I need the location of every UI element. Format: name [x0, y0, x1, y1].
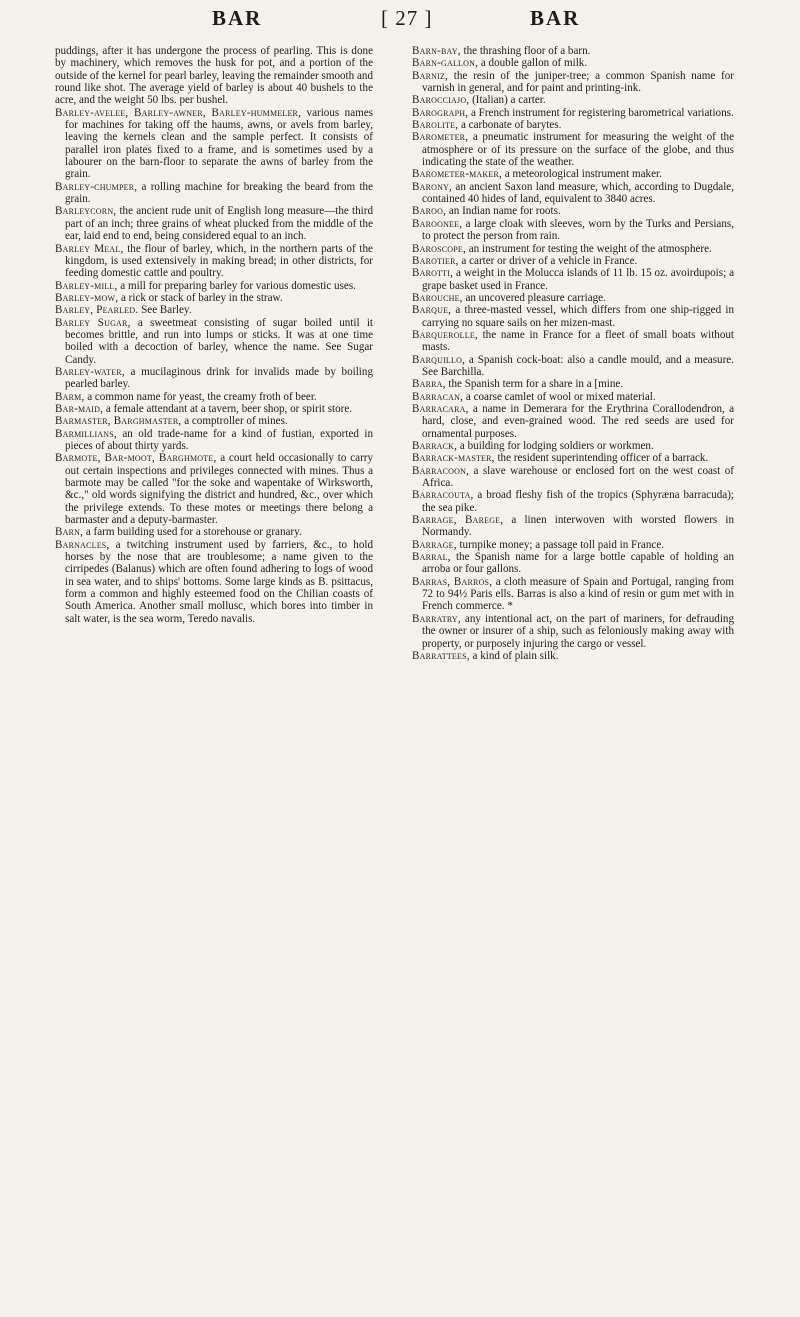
- dictionary-entry: [55, 304, 373, 316]
- dictionary-entry: [412, 243, 734, 255]
- entry-term: Barley Sugar,: [55, 316, 131, 329]
- entry-term: Barograph,: [412, 106, 469, 119]
- entry-definition: a large cloak with sleeves, worn by the Turks and Persians, to protect the person from rain.: [422, 217, 734, 243]
- entry-term: Barrage,: [412, 538, 457, 551]
- dictionary-entry: [412, 378, 734, 390]
- dictionary-entry: [412, 181, 734, 206]
- entry-definition: a mill for preparing barley for various domestic uses.: [120, 279, 356, 292]
- entry-term: Barquillo,: [412, 353, 466, 366]
- right-column: [412, 45, 734, 662]
- dictionary-entry: [412, 107, 734, 119]
- entry-term: Barocciajo,: [412, 94, 470, 107]
- entry-definition: a French instrument for registering barometrical variations.: [470, 106, 734, 119]
- left-guide-word: BAR: [212, 6, 263, 30]
- dictionary-entry: [412, 576, 734, 613]
- entry-definition: a female attendant at a tavern, beer shop, or spirit store.: [105, 402, 353, 415]
- entry-definition: the thrashing floor of a barn.: [463, 45, 591, 57]
- dictionary-entry: [55, 366, 373, 391]
- entry-definition: an ancient Saxon land measure, which, according to Dugdale, contained 40 hides of land, equivalent to 3840 acres.: [422, 180, 734, 206]
- dictionary-entry: [412, 304, 734, 329]
- entry-term: Baroscope,: [412, 242, 466, 255]
- dictionary-entry: [412, 131, 734, 168]
- entry-term: Barotti,: [412, 267, 454, 280]
- entry-definition: puddings, after it has undergone the process of pearling. This is done by machinery, which removes the husk for pot, and a portion of the outside of the kernel for pearl barley, leaving the remainder smooth and round like shot. The average yield of barley is about 40 bushels to the acre, and the weight 50 lbs. per bushel.: [55, 45, 373, 107]
- entry-term: Barn-bay,: [412, 45, 461, 57]
- entry-term: Barquerolle,: [412, 328, 478, 341]
- entry-term: Baroo,: [412, 205, 447, 218]
- entry-term: Barleycorn,: [55, 205, 117, 218]
- entry-definition: a mucilaginous drink for invalids made by boiling pearled barley.: [65, 365, 373, 391]
- dictionary-entry: [55, 539, 373, 625]
- running-header: [0, 6, 800, 36]
- entry-term: Barmillians,: [55, 427, 117, 440]
- dictionary-entry: [55, 403, 373, 415]
- entry-term: Barotier,: [412, 254, 459, 267]
- entry-term: Barony,: [412, 180, 453, 193]
- entry-definition: a three-masted vessel, which differs from one ship-rigged in carrying no square sails on her mizen-mast.: [422, 304, 735, 329]
- entry-term: Baroonee,: [412, 217, 463, 230]
- entry-term: Barmote, Bar-moot, Barghmote,: [55, 452, 217, 465]
- dictionary-entry: [55, 428, 373, 453]
- entry-term: Barracara,: [412, 402, 469, 415]
- dictionary-entry: [412, 465, 734, 490]
- dictionary-entry: [55, 205, 373, 242]
- entry-definition: an instrument for testing the weight of the atmosphere.: [468, 242, 712, 255]
- entry-term: Barrack-master,: [412, 452, 495, 465]
- entry-term: Barque,: [412, 304, 452, 317]
- left-column: [55, 45, 373, 625]
- entry-definition: a coarse camlet of wool or mixed material.: [465, 390, 656, 403]
- entry-term: Barley Meal,: [55, 242, 124, 255]
- entry-term: Barolite,: [412, 119, 459, 132]
- entry-definition: a broad fleshy fish of the tropics (Sphyræna barracuda); the sea pike.: [422, 489, 734, 514]
- entry-definition: a common name for yeast, the creamy froth of beer.: [87, 390, 317, 403]
- entry-term: Barrattees,: [412, 649, 470, 662]
- entry-term: Barn-gallon,: [412, 57, 479, 70]
- dictionary-entry: [412, 255, 734, 267]
- dictionary-entry: [412, 218, 734, 243]
- entry-definition: a rick or stack of barley in the straw.: [120, 291, 283, 304]
- entry-definition: a slave warehouse or enclosed fort on the west coast of Africa.: [422, 464, 734, 490]
- entry-term: Barral,: [412, 551, 451, 564]
- dictionary-entry: [412, 70, 734, 95]
- dictionary-entry: [412, 292, 734, 304]
- dictionary-entry: [55, 415, 373, 427]
- entry-term: Barometer-maker,: [412, 168, 502, 181]
- dictionary-entry: [55, 317, 373, 366]
- entry-definition: a court held occasionally to carry out certain inspections and privileges connected with mines. Thus a barmote may be called "for the soke and wapentake of Wirksworth, &c.," old words signifying the district and hundred, &c., over which the privilege extends. To these motes or meetings there belong a barmaster and a deputy-barmaster.: [65, 452, 373, 527]
- entry-term: Barracoon,: [412, 464, 470, 477]
- entry-term: Barley-avelee, Barley-awner, Barley-hummeler,: [55, 106, 302, 119]
- entry-definition: the Spanish term for a share in a [mine.: [448, 378, 624, 391]
- entry-term: Barm,: [55, 390, 85, 403]
- entry-term: Barley-mow,: [55, 291, 119, 304]
- entry-definition: a cloth measure of Spain and Portugal, ranging from 72 to 94½ Paris ells. Barras is also a kind of resin or gum met with in French commerce. *: [422, 575, 734, 613]
- entry-definition: the Spanish name for a large bottle capable of holding an arroba or four gallons.: [422, 551, 734, 576]
- dictionary-entry: [55, 292, 373, 304]
- entry-definition: the name in France for a fleet of small boats without masts.: [422, 328, 734, 354]
- entry-term: Barras, Barros,: [412, 575, 493, 588]
- entry-term: Barnacles,: [55, 538, 110, 551]
- dictionary-entry: [412, 391, 734, 403]
- page-number: [ 27 ]: [381, 6, 433, 30]
- entry-definition: a carter or driver of a vehicle in France.: [461, 254, 638, 267]
- entry-definition: a carbonate of barytes.: [460, 119, 562, 132]
- entry-definition: a rolling machine for breaking the beard from the grain.: [65, 180, 373, 206]
- dictionary-entry: [412, 452, 734, 464]
- entry-definition: a name in Demerara for the Erythrina Corallodendron, a hard, close, and even-grained wood. The red seeds are used for ornamental purposes.: [422, 402, 734, 440]
- dictionary-entry: [412, 650, 734, 662]
- dictionary-entry: [412, 354, 734, 379]
- entry-definition: a linen interwoven with worsted flowers in Normandy.: [422, 514, 734, 539]
- right-guide-word: BAR: [530, 6, 581, 30]
- entry-definition: a double gallon of milk.: [480, 57, 588, 70]
- entry-definition: turnpike money; a passage toll paid in France.: [459, 538, 665, 551]
- entry-term: Barrack,: [412, 440, 458, 452]
- dictionary-entry: [55, 45, 373, 107]
- dictionary-entry: [412, 403, 734, 440]
- entry-definition: the ancient rude unit of English long measure—the third part of an inch; three grains of wheat plucked from the middle of the ear, laid end to end, being considered equal to an inch.: [65, 205, 373, 243]
- dictionary-entry: [412, 267, 734, 292]
- entry-term: Barley, Pearled.: [55, 304, 139, 317]
- dictionary-entry: [55, 181, 373, 206]
- entry-term: Barouche,: [412, 291, 463, 304]
- dictionary-entry: [412, 205, 734, 217]
- entry-term: Barrage, Barege,: [412, 514, 504, 527]
- entry-definition: a farm building used for a storehouse or granary.: [85, 526, 302, 539]
- entry-definition: a Spanish cock-boat: also a candle mould, and a measure. See Barchilla.: [422, 353, 734, 378]
- dictionary-entry: [412, 539, 734, 551]
- entry-definition: an old trade-name for a kind of fustian, exported in pieces of about thirty yards.: [65, 427, 373, 452]
- entry-term: Barley-mill,: [55, 279, 118, 292]
- entry-definition: (Italian) a carter.: [472, 94, 546, 107]
- dictionary-entry: [412, 57, 734, 69]
- dictionary-entry: [412, 489, 734, 514]
- entry-term: Bar-maid,: [55, 402, 104, 415]
- dictionary-entry: [412, 613, 734, 650]
- entry-term: Barley-chumper,: [55, 180, 138, 193]
- entry-term: Barracouta,: [412, 489, 474, 502]
- entry-definition: an uncovered pleasure carriage.: [465, 291, 606, 304]
- entry-term: Barn,: [55, 526, 84, 539]
- entry-definition: a kind of plain silk.: [472, 649, 559, 662]
- entry-definition: the flour of barley, which, in the northern parts of the kingdom, is used extensively in making bread; in other districts, for feeding domestic cattle and poultry.: [65, 242, 373, 280]
- dictionary-entry: [412, 119, 734, 131]
- entry-term: Barratry,: [412, 612, 461, 625]
- entry-definition: the resin of the juniper-tree; a common Spanish name for varnish in general, and for paint and printing-ink.: [422, 69, 734, 95]
- entry-term: Barniz,: [412, 69, 449, 82]
- dictionary-entry: [412, 45, 734, 57]
- entry-definition: a comptroller of mines.: [184, 415, 288, 428]
- entry-term: Barometer,: [412, 131, 469, 144]
- entry-definition: a sweetmeat consisting of sugar boiled until it becomes brittle, and run into lumps or sticks. It was at one time boiled with a decoction of barley, whence the name. See Sugar Candy.: [65, 316, 373, 366]
- entry-definition: a pneumatic instrument for measuring the weight of the atmosphere or of its pressure on the surface of the globe, and thus indicating the state of the weather.: [422, 131, 734, 169]
- dictionary-entry: [412, 329, 734, 354]
- entry-definition: See Barley.: [141, 304, 192, 317]
- dictionary-entry: [55, 280, 373, 292]
- dictionary-entry: [412, 551, 734, 576]
- dictionary-entry: [55, 243, 373, 280]
- entry-definition: a meteorological instrument maker.: [504, 168, 662, 181]
- entry-definition: the resident superintending officer of a barrack.: [497, 452, 709, 465]
- dictionary-entry: [412, 514, 734, 539]
- dictionary-entry: [55, 452, 373, 526]
- entry-definition: a twitching instrument used by farriers, &c., to hold horses by the nose that are troublesome; a name given to the cirripedes (Balanus) which are often found adhering to logs of wood in sea water, and to ships' bottoms. Some large kinds as B. psittacus, form a common and highly esteemed food on the Chilian coasts of South America. Another small mollusc, which bores into timber in salt water, is the sea worm, Teredo navalis.: [65, 538, 373, 625]
- dictionary-entry: [412, 440, 734, 452]
- entry-definition: a building for lodging soldiers or workmen.: [459, 440, 654, 452]
- entry-definition: any intentional act, on the part of mariners, for defrauding the owner or insurer of a ship, such as feloniously making away with property, or purposely injuring the cargo or vessel.: [422, 612, 734, 650]
- dictionary-entry: [412, 168, 734, 180]
- entry-term: Barmaster, Barghmaster,: [55, 415, 182, 428]
- dictionary-entry: [412, 94, 734, 106]
- entry-term: Barra,: [412, 378, 446, 391]
- entry-term: Barley-water,: [55, 365, 125, 378]
- entry-term: Barracan,: [412, 390, 464, 403]
- entry-definition: various names for machines for taking off the haums, awns, or avels from barley, leaving the kernels clean and the sample perfect. It consists of parallel iron plates fixed to a frame, and is sometimes used by a labourer on the barn-floor to separate the awns of barley from the grain.: [65, 106, 373, 181]
- dictionary-entry: [55, 526, 373, 538]
- dictionary-entry: [55, 107, 373, 181]
- entry-definition: a weight in the Molucca islands of 11 lb. 15 oz. avoirdupois; a grape basket used in France.: [422, 267, 734, 292]
- entry-definition: an Indian name for roots.: [448, 205, 561, 218]
- dictionary-entry: [55, 391, 373, 403]
